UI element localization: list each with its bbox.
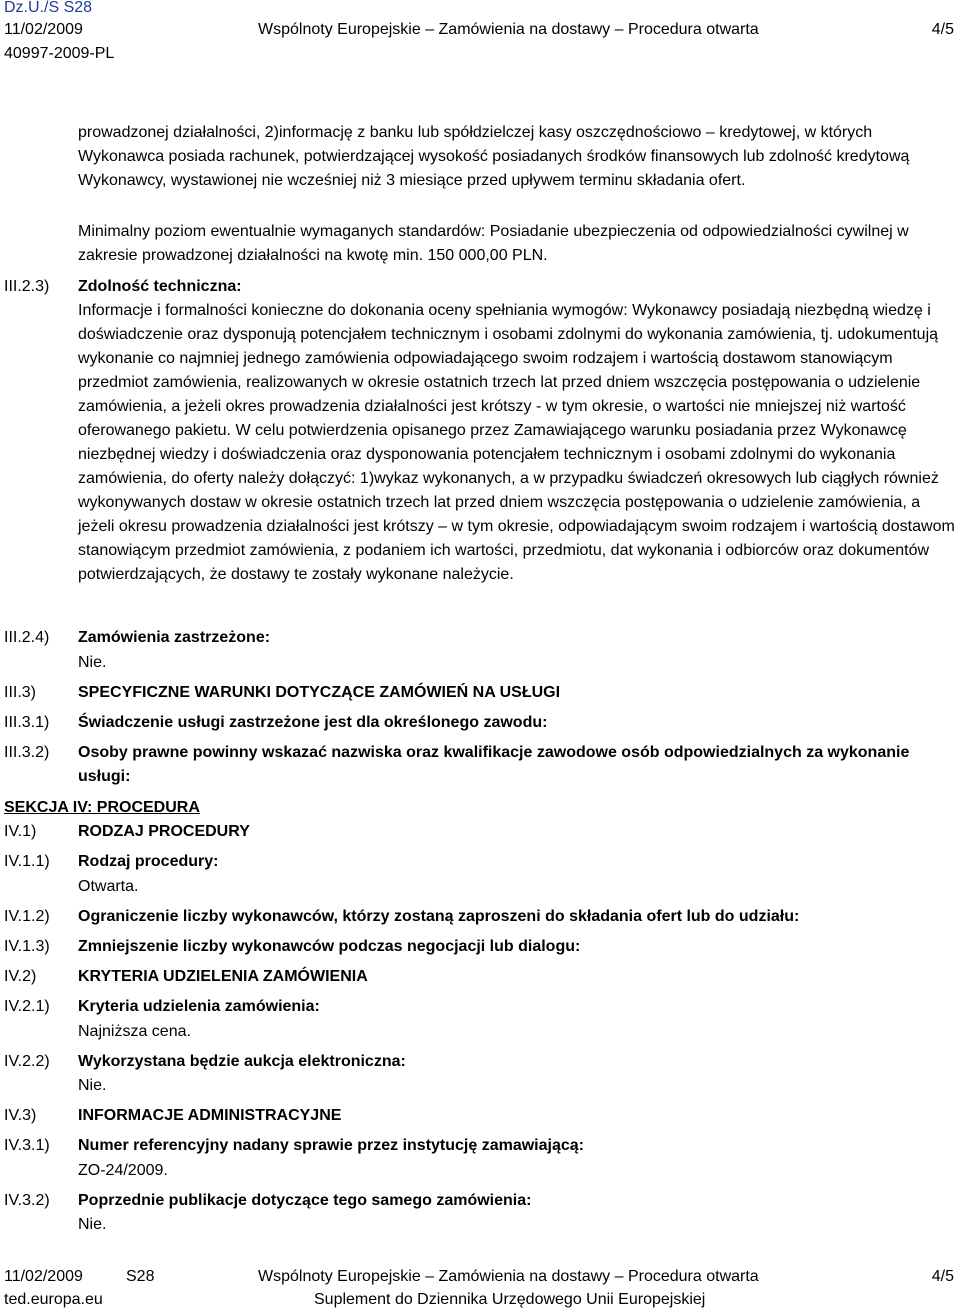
minimum-level-paragraph: Minimalny poziom ewentualnie wymaganych standardów: Posiadanie ubezpieczenia od odpowiedzialności cywilnej w zakresie prowadzonej działalności na kwotę min. 150 000,00 PLN.	[78, 223, 909, 264]
supplement-title: Suplement do Dziennika Urzędowego Unii Europejskiej	[314, 1291, 706, 1308]
section-value: Nie.	[78, 1077, 107, 1094]
section-title: RODZAJ PROCEDURY	[78, 823, 250, 840]
section-title: Zmniejszenie liczby wykonawców podczas negocjacji lub dialogu:	[78, 938, 581, 955]
section-number: III.2.3)	[4, 278, 50, 295]
footer-page-number: 4/5	[931, 1268, 954, 1285]
section-title: SPECYFICZNE WARUNKI DOTYCZĄCE ZAMÓWIEŃ NA USŁUGI	[78, 684, 561, 701]
intro-paragraph: prowadzonej działalności, 2)informację z banku lub spółdzielczej kasy oszczędnościowo – kredytowej, w których Wykonawca posiada rachunek, potwierdzającej wysokość posiadanych środków finansowych lub zdolność kredytową Wykonawcy, wystawionej nie wcześniej niż 3 miesiące przed upływem terminu składania ofert.	[78, 124, 910, 189]
header-page-number: 4/5	[931, 21, 954, 38]
section-number: IV.2.2)	[4, 1053, 50, 1070]
section-title: INFORMACJE ADMINISTRACYJNE	[78, 1107, 342, 1124]
footer-series: S28	[126, 1268, 155, 1285]
header-date: 11/02/2009	[4, 21, 83, 38]
section-number: IV.1.2)	[4, 908, 50, 925]
section-number: III.3)	[4, 684, 37, 701]
section-value: ZO-24/2009.	[78, 1162, 168, 1179]
footer-title: Wspólnoty Europejskie – Zamówienia na dostawy – Procedura otwarta	[258, 1268, 759, 1285]
section-number: IV.1.1)	[4, 853, 50, 870]
section-value: Najniższa cena.	[78, 1023, 191, 1040]
section-value: Nie.	[78, 1216, 107, 1233]
section-number: IV.2)	[4, 968, 37, 985]
document-id: 40997-2009-PL	[4, 45, 115, 62]
section-title: Osoby prawne powinny wskazać nazwiska oraz kwalifikacje zawodowe osób odpowiedzialnych za wykonanie usługi:	[78, 744, 910, 785]
section-number: IV.3.1)	[4, 1137, 50, 1154]
header-title: Wspólnoty Europejskie – Zamówienia na dostawy – Procedura otwarta	[258, 21, 759, 38]
section-title: Zamówienia zastrzeżone:	[78, 629, 271, 646]
section-number: IV.3.2)	[4, 1192, 50, 1209]
section-title: Kryteria udzielenia zamówienia:	[78, 998, 320, 1015]
section-title: Zdolność techniczna:	[78, 278, 242, 295]
section-number: IV.1)	[4, 823, 37, 840]
section-title: Poprzednie publikacje dotyczące tego samego zamówienia:	[78, 1192, 532, 1209]
technical-capacity-text: Informacje i formalności konieczne do dokonania oceny spełniania wymogów: Wykonawcy posiadają niezbędną wiedzę i doświadczenie oraz dysponują potencjałem technicznym i osobami zdolnymi do wykonania zamówienia, tj. udokumentują wykonanie co najmniej jednego zamówienia odpowiadającego swoim rodzajem i wartością dostawom stanowiącym przedmiot zamówienia, realizowanych w okresie ostatnich trzech lat przed dniem wszczęcia postępowania o udzielenie zamówienia, a jeżeli okres prowadzenia działalności jest krótszy - w tym okresie, o wartości nie mniejszej niż wartość oferowanego pakietu. W celu potwierdzenia opisanego przez Zamawiającego warunku posiadania przez Wykonawcę niezbędnej wiedzy i doświadczenia oraz dysponowania potencjałem technicznym i osobami zdolnymi do wykonania zamówienia, do oferty należy dołączyć: 1)wykaz wykonanych, a w przypadku świadczeń okresowych lub ciągłych również wykonywanych dostaw w okresie ostatnich trzech lat przed dniem wszczęcia postępowania o udzielenie zamówienia, a jeżeli okresu prowadzenia działalności jest krótszy – w tym okresie, odpowiadającym swoim rodzajem i wartością dostawom stanowiącym przedmiot zamówienia, z podaniem ich wartości, przedmiotu, dat wykonania i odbiorców oraz dokumentów potwierdzających, że dostawy te zostały wykonane należycie.	[78, 302, 955, 583]
section-title: Numer referencyjny nadany sprawie przez instytucję zamawiającą:	[78, 1137, 584, 1154]
journal-reference-link[interactable]: Dz.U./S S28	[4, 0, 93, 16]
footer-date: 11/02/2009	[4, 1268, 83, 1285]
section-number: IV.1.3)	[4, 938, 50, 955]
section-value: Nie.	[78, 654, 107, 671]
ted-website-link[interactable]: ted.europa.eu	[4, 1291, 103, 1308]
section-number: IV.3)	[4, 1107, 37, 1124]
section-title: Wykorzystana będzie aukcja elektroniczna:	[78, 1053, 406, 1070]
section-number: IV.2.1)	[4, 998, 50, 1015]
section-number: III.3.1)	[4, 714, 50, 731]
section-title: Ograniczenie liczby wykonawców, którzy zostaną zaproszeni do składania ofert lub do udziału:	[78, 908, 800, 925]
section-title: KRYTERIA UDZIELENIA ZAMÓWIENIA	[78, 968, 368, 985]
section-value: Otwarta.	[78, 878, 139, 895]
section-title: Świadczenie usługi zastrzeżone jest dla określonego zawodu:	[78, 714, 548, 731]
section-number: III.2.4)	[4, 629, 50, 646]
section-title: Rodzaj procedury:	[78, 853, 219, 870]
section-number: III.3.2)	[4, 744, 50, 761]
section-iv-heading: SEKCJA IV: PROCEDURA	[4, 799, 200, 816]
